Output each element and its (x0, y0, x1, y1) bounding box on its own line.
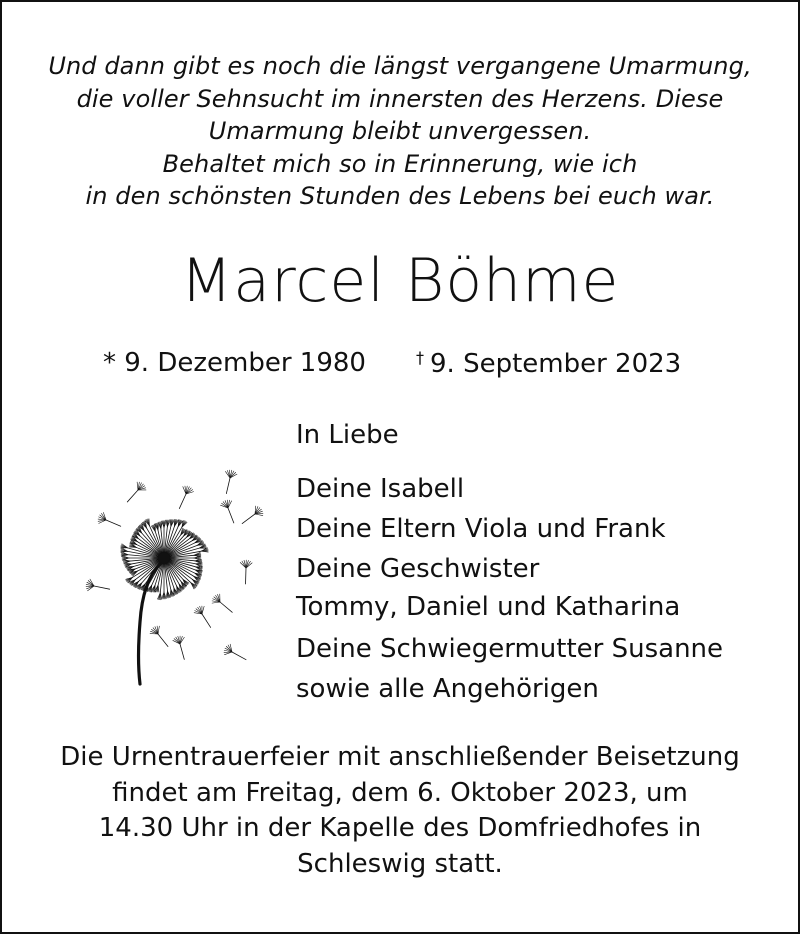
mourner-line: Tommy, Daniel und Katharina (296, 592, 681, 622)
service-line: Schleswig statt. (297, 848, 503, 879)
dandelion-icon (80, 462, 270, 692)
deceased-name: Marcel Böhme (180, 246, 620, 316)
poem-line: Behaltet mich so in Erinnerung, wie ich (162, 149, 638, 178)
mourner-line: Deine Schwiegermutter Susanne (296, 634, 724, 664)
service-line: 14.30 Uhr in der Kapelle des Domfriedhofes in (98, 813, 702, 843)
mourner-line: Deine Isabell (296, 474, 465, 504)
death-date-line (416, 348, 681, 379)
birth-date: * 9. Dezember 1980 (103, 348, 366, 378)
mourners-intro: In Liebe (296, 420, 399, 450)
poem-line: die voller Sehnsucht im innersten des Herzens. Diese (76, 84, 724, 113)
service-line: findet am Freitag, dem 6. Oktober 2023, um (112, 777, 688, 808)
poem-line: in den schönsten Stunden des Lebens bei euch war. (85, 182, 715, 210)
mourner-line: Deine Geschwister (296, 554, 540, 584)
death-date: 9. September 2023 (430, 349, 682, 379)
service-line: Die Urnentrauerfeier mit anschließender Beisetzung (60, 742, 740, 772)
mourner-line: sowie alle Angehörigen (296, 674, 599, 704)
poem-line: Umarmung bleibt unvergessen. (208, 117, 592, 145)
poem-line: Und dann gibt es noch die längst vergangene Umarmung, (48, 52, 752, 80)
poem (2, 50, 798, 213)
mourner-line: Deine Eltern Viola und Frank (296, 514, 666, 544)
cross-icon: † (416, 348, 424, 367)
funeral-service-info (2, 740, 798, 882)
